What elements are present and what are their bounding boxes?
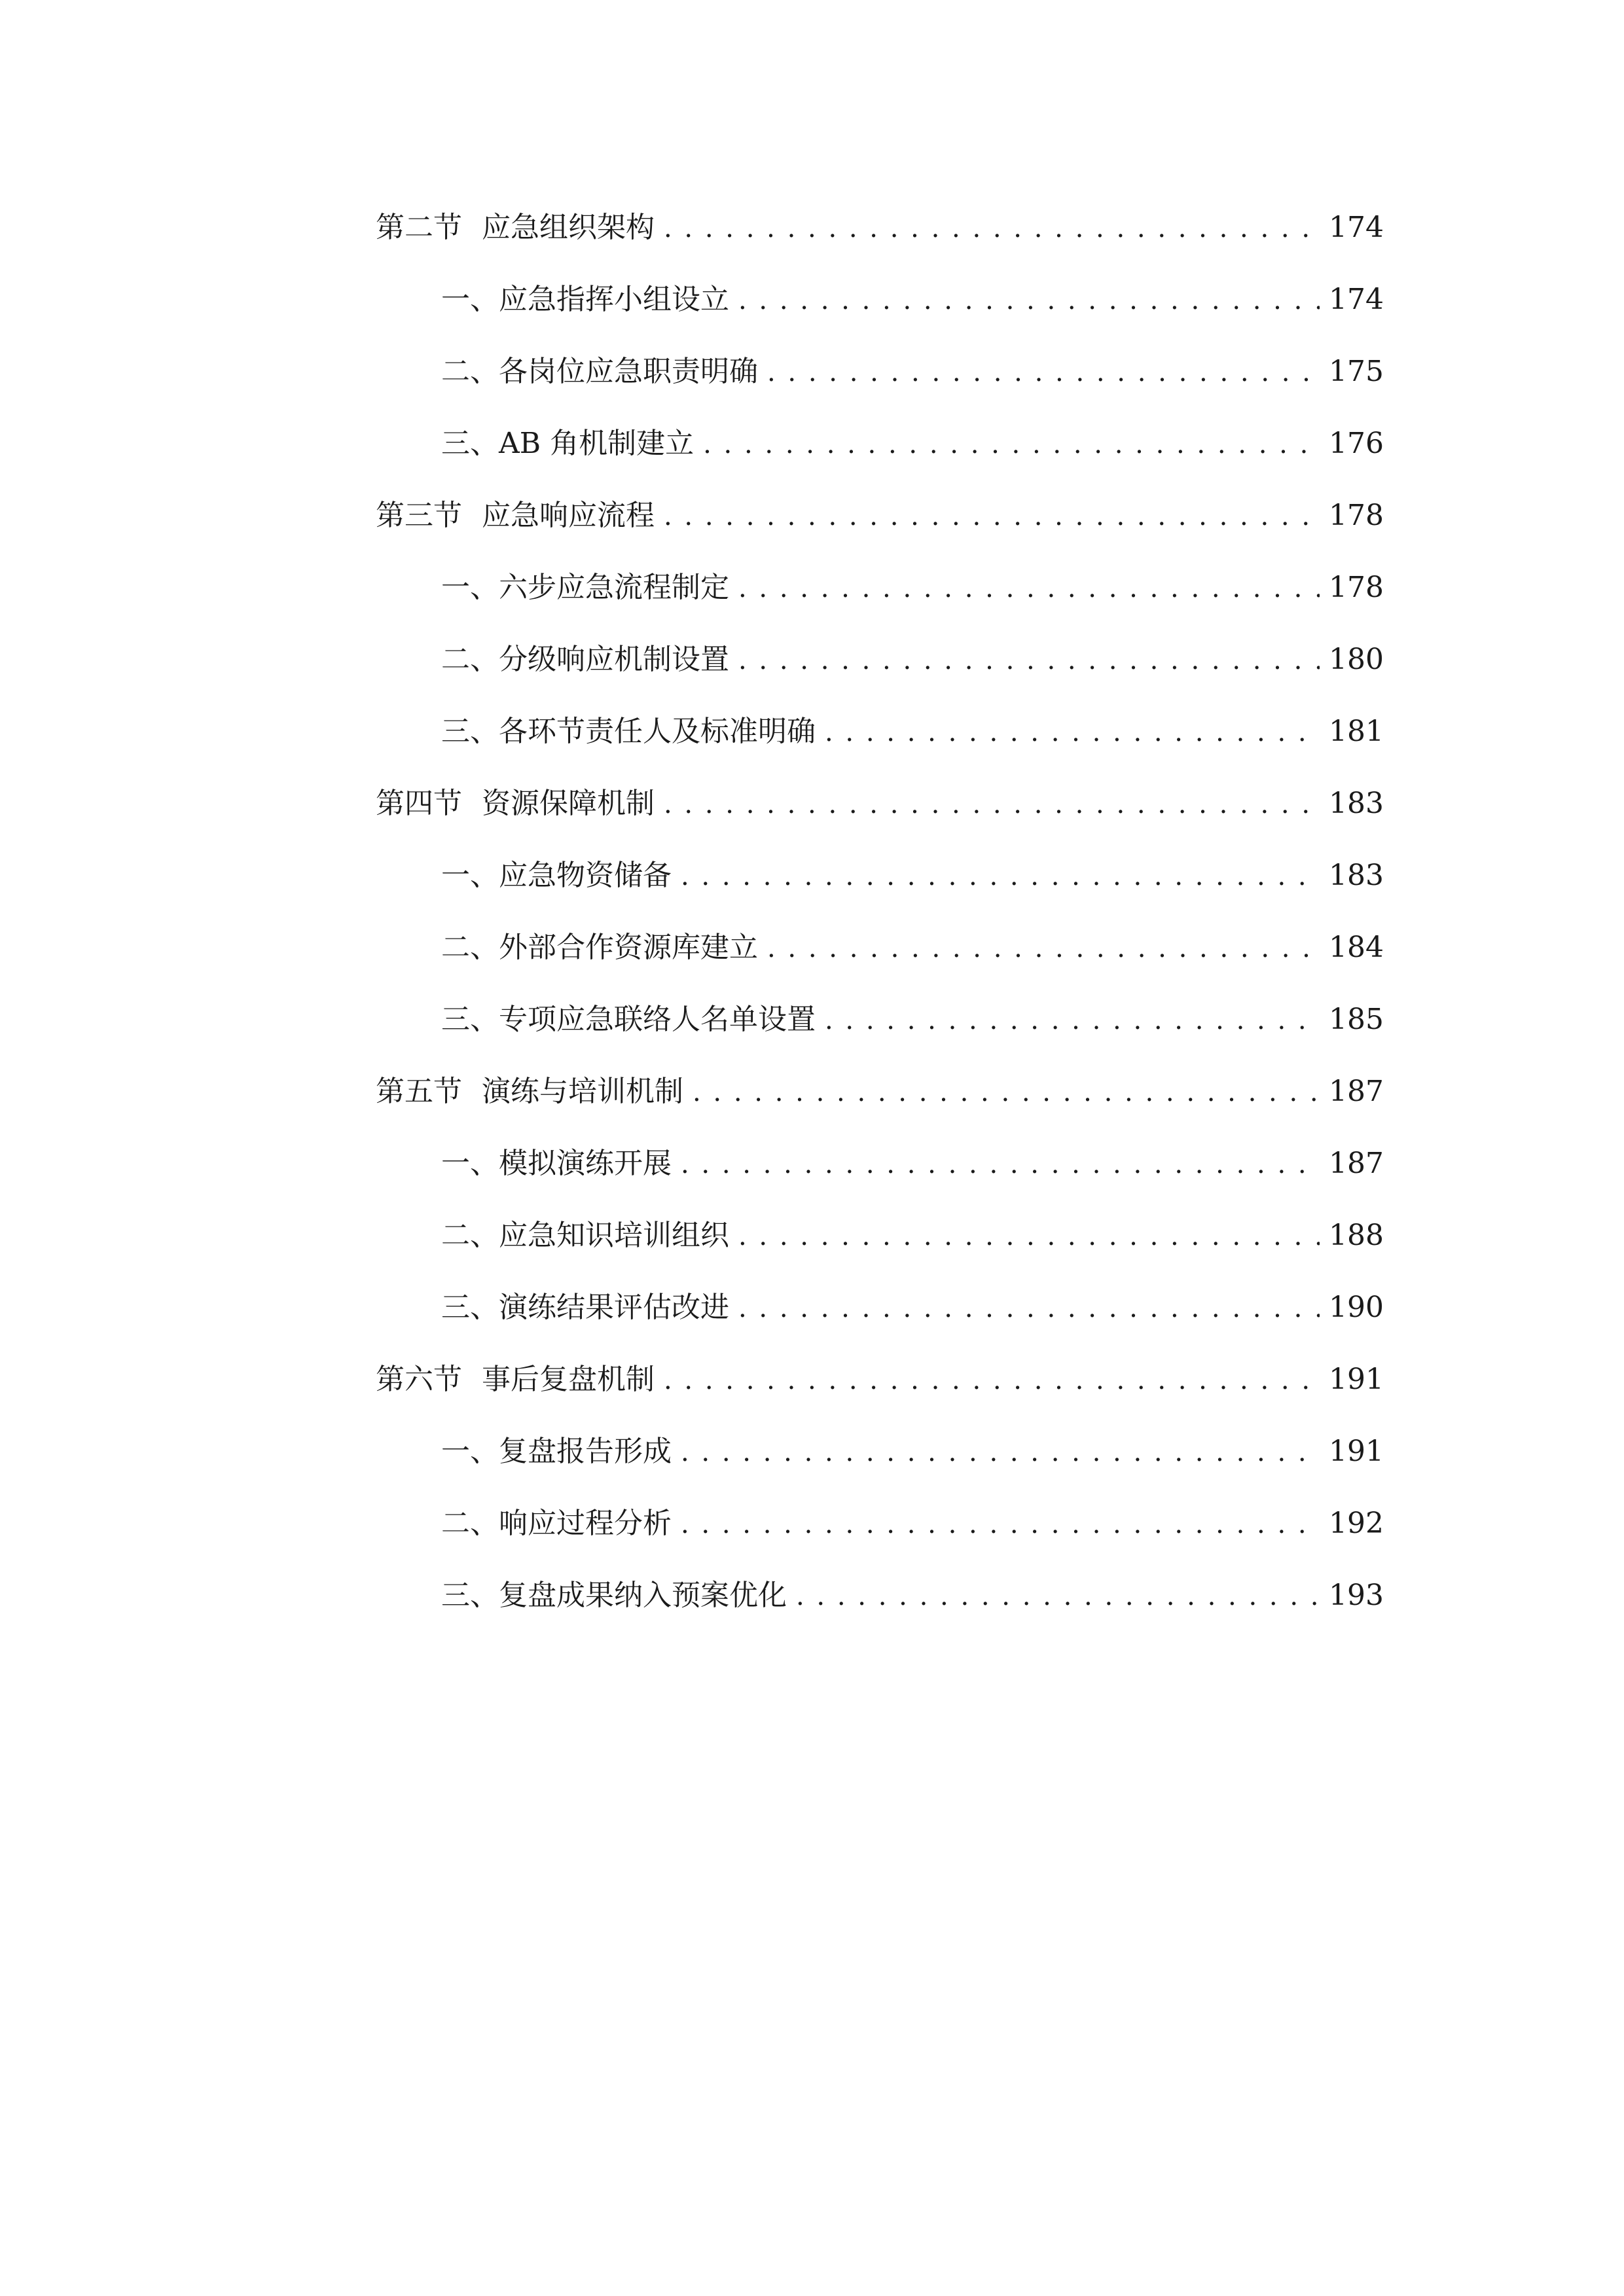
toc-entry-title: 应急响应流程 <box>482 499 655 532</box>
toc-entry-title: 资源保障机制 <box>482 787 655 820</box>
toc-subsection[interactable] <box>376 634 1384 706</box>
toc-entry-number: 三、 <box>441 1291 499 1324</box>
toc-entry-number: 一、 <box>441 1435 499 1468</box>
toc-entry-page: 183 <box>1329 787 1384 820</box>
toc-entry-number: 二、 <box>441 931 499 964</box>
toc-entry-number: 一、 <box>441 1147 499 1180</box>
toc-entry-number: 三、 <box>441 1579 499 1612</box>
toc-entry-number: 三、 <box>441 1003 499 1036</box>
toc-subsection[interactable] <box>376 1138 1384 1210</box>
toc-dot-leader <box>796 1570 1320 1623</box>
toc-subsection[interactable] <box>376 274 1384 346</box>
toc-entry-title: 复盘成果纳入预案优化 <box>499 1579 787 1612</box>
toc-dot-leader <box>681 1138 1320 1191</box>
toc-subsection[interactable] <box>376 1426 1384 1498</box>
toc-entry-page: 175 <box>1329 355 1384 388</box>
toc-entry-title: 应急组织架构 <box>482 211 655 244</box>
toc-entry-title: 应急物资储备 <box>499 859 672 892</box>
toc-dot-leader <box>664 778 1320 831</box>
toc-entry-page: 193 <box>1329 1579 1384 1612</box>
toc-dot-leader <box>738 1282 1320 1335</box>
toc-entry-title: 应急知识培训组织 <box>499 1219 729 1252</box>
toc-entry-number: 三、 <box>441 715 499 748</box>
toc-entry-number: 第二节 <box>376 211 462 244</box>
toc-section-4[interactable] <box>376 778 1384 850</box>
toc-subsection[interactable] <box>376 706 1384 778</box>
toc-entry-page: 184 <box>1329 931 1384 964</box>
toc-dot-leader <box>664 490 1320 543</box>
table-of-contents <box>376 202 1384 1641</box>
toc-entry-number: 二、 <box>441 355 499 388</box>
toc-dot-leader <box>681 1426 1320 1479</box>
toc-entry-number: 第三节 <box>376 499 462 532</box>
toc-section-6[interactable] <box>376 1354 1384 1426</box>
toc-entry-number: 二、 <box>441 1219 499 1252</box>
toc-entry-title: 各岗位应急职责明确 <box>499 355 758 388</box>
toc-entry-title: 专项应急联络人名单设置 <box>499 1003 816 1036</box>
toc-entry-page: 178 <box>1329 571 1384 604</box>
toc-dot-leader <box>767 922 1320 975</box>
toc-section-2[interactable] <box>376 202 1384 274</box>
toc-entry-number: 二、 <box>441 1507 499 1540</box>
toc-dot-leader <box>738 634 1320 687</box>
toc-entry-page: 188 <box>1329 1219 1384 1252</box>
toc-entry-page: 187 <box>1329 1147 1384 1180</box>
toc-entry-page: 180 <box>1329 643 1384 676</box>
toc-entry-title: 分级响应机制设置 <box>499 643 729 676</box>
toc-entry-page: 185 <box>1329 1003 1384 1036</box>
toc-dot-leader <box>825 706 1320 759</box>
toc-entry-title: 六步应急流程制定 <box>499 571 729 604</box>
toc-entry-title: AB 角机制建立 <box>499 427 695 460</box>
toc-dot-leader <box>664 1354 1320 1407</box>
toc-entry-title: 应急指挥小组设立 <box>499 283 729 316</box>
toc-dot-leader <box>825 994 1320 1047</box>
toc-subsection[interactable] <box>376 562 1384 634</box>
toc-entry-page: 174 <box>1329 283 1384 316</box>
toc-entry-page: 174 <box>1329 211 1384 244</box>
toc-entry-page: 190 <box>1329 1291 1384 1324</box>
toc-entry-page: 187 <box>1329 1075 1384 1108</box>
toc-entry-number: 一、 <box>441 571 499 604</box>
toc-entry-number: 三、 <box>441 427 499 460</box>
toc-dot-leader <box>681 850 1320 903</box>
toc-entry-title: 事后复盘机制 <box>482 1363 655 1396</box>
toc-dot-leader <box>681 1498 1320 1551</box>
toc-section-3[interactable] <box>376 490 1384 562</box>
toc-entry-page: 191 <box>1329 1363 1384 1396</box>
toc-dot-leader <box>664 202 1320 255</box>
toc-entry-number: 一、 <box>441 859 499 892</box>
toc-entry-title: 响应过程分析 <box>499 1507 672 1540</box>
toc-subsection[interactable] <box>376 994 1384 1066</box>
toc-entry-title: 演练结果评估改进 <box>499 1291 729 1324</box>
toc-subsection[interactable] <box>376 418 1384 490</box>
toc-dot-leader <box>767 346 1320 399</box>
toc-entry-page: 181 <box>1329 715 1384 748</box>
toc-entry-title: 演练与培训机制 <box>482 1075 683 1108</box>
toc-dot-leader <box>738 274 1320 327</box>
toc-section-5[interactable] <box>376 1066 1384 1138</box>
toc-dot-leader <box>738 1210 1320 1263</box>
toc-entry-page: 183 <box>1329 859 1384 892</box>
toc-entry-page: 191 <box>1329 1435 1384 1468</box>
toc-dot-leader <box>738 562 1320 615</box>
toc-subsection[interactable] <box>376 1210 1384 1282</box>
toc-subsection[interactable] <box>376 1570 1384 1641</box>
toc-entry-number: 第四节 <box>376 787 462 820</box>
toc-entry-page: 178 <box>1329 499 1384 532</box>
toc-dot-leader <box>693 1066 1320 1119</box>
toc-entry-page: 192 <box>1329 1507 1384 1540</box>
toc-entry-title: 模拟演练开展 <box>499 1147 672 1180</box>
toc-entry-page: 176 <box>1329 427 1384 460</box>
toc-entry-title: 各环节责任人及标准明确 <box>499 715 816 748</box>
toc-subsection[interactable] <box>376 922 1384 994</box>
toc-subsection[interactable] <box>376 1498 1384 1570</box>
toc-dot-leader <box>703 418 1320 471</box>
toc-entry-number: 二、 <box>441 643 499 676</box>
toc-subsection[interactable] <box>376 850 1384 922</box>
toc-entry-number: 第六节 <box>376 1363 462 1396</box>
toc-entry-number: 一、 <box>441 283 499 316</box>
toc-subsection[interactable] <box>376 1282 1384 1354</box>
toc-entry-number: 第五节 <box>376 1075 462 1108</box>
toc-subsection[interactable] <box>376 346 1384 418</box>
toc-entry-title: 复盘报告形成 <box>499 1435 672 1468</box>
toc-entry-title: 外部合作资源库建立 <box>499 931 758 964</box>
